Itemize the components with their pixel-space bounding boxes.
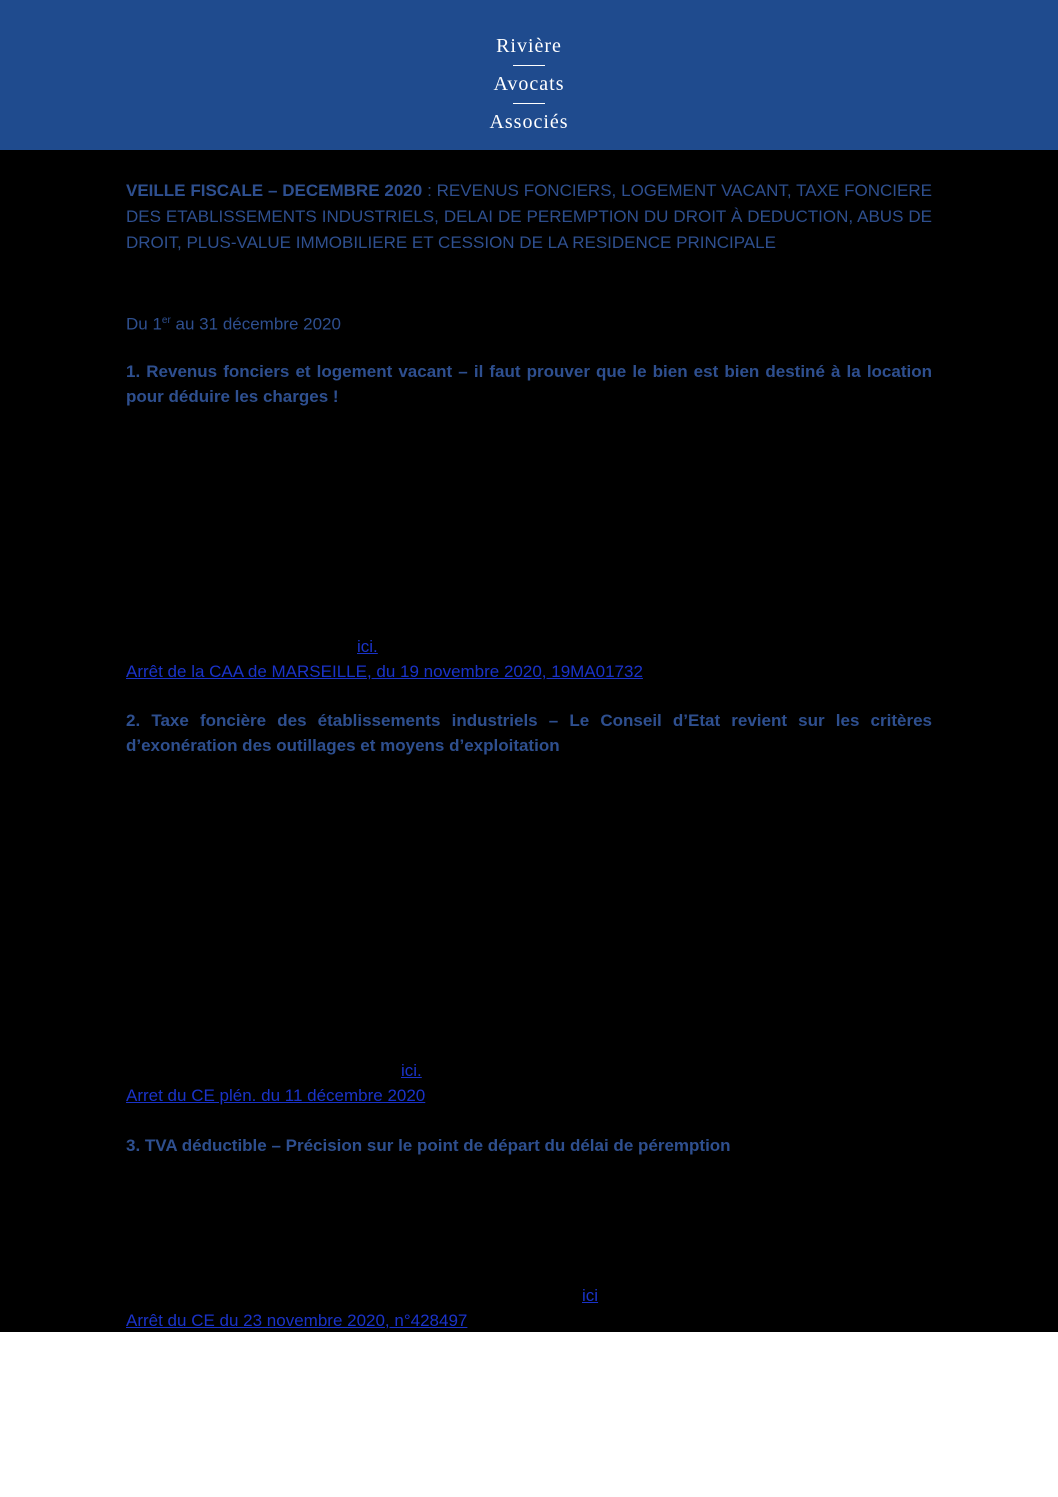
section-1-reference-link[interactable]: Arrêt de la CAA de MARSEILLE, du 19 novembre 2020, 19MA01732 <box>126 662 643 681</box>
section-2-heading: 2. Taxe foncière des établissements industriels – Le Conseil d’Etat revient sur les critères d’exonération des outillages et moyens d’exploitation <box>126 711 932 755</box>
page-header <box>0 0 1058 150</box>
title-rest: : REVENUS FONCIERS, LOGEMENT VACANT, TAXE FONCIERE DES ETABLISSEMENTS INDUSTRIELS, DELAI DE PEREMPTION DU DROIT À DEDUCTION, ABUS DE DROIT, PLUS-VALUE IMMOBILIERE ET CESSION DE LA RESIDENCE PRINCIPALE <box>126 181 932 252</box>
logo-line-1: Rivière <box>496 35 562 57</box>
section-2-here-link[interactable]: ici. <box>401 1061 422 1080</box>
logo-divider <box>513 65 545 66</box>
title-bold: VEILLE FISCALE – DECEMBRE 2020 <box>126 181 423 200</box>
date-prefix: Du 1 <box>126 314 162 334</box>
section-2-reference-link[interactable]: Arret du CE plén. du 11 décembre 2020 <box>126 1086 426 1105</box>
date-sup: er <box>161 315 171 326</box>
section-3-heading: 3. TVA déductible – Précision sur le point de départ du délai de péremption <box>126 1136 731 1155</box>
section-3-reference-link[interactable]: Arrêt du CE du 23 novembre 2020, n°428497 <box>126 1311 468 1330</box>
document-title <box>126 178 932 256</box>
section-1-heading: 1. Revenus fonciers et logement vacant – il faut prouver que le bien est bien destiné à la location pour déduire les charges ! <box>126 362 932 406</box>
logo-divider <box>513 103 545 104</box>
date-range <box>126 309 932 337</box>
section-1-here-link[interactable]: ici. <box>357 637 378 656</box>
logo-line-3: Associés <box>489 111 569 133</box>
firm-logo <box>0 34 1058 134</box>
date-suffix: au 31 décembre 2020 <box>170 314 341 334</box>
logo-line-2: Avocats <box>493 73 565 95</box>
section-3-here-link[interactable]: ici <box>582 1286 599 1305</box>
